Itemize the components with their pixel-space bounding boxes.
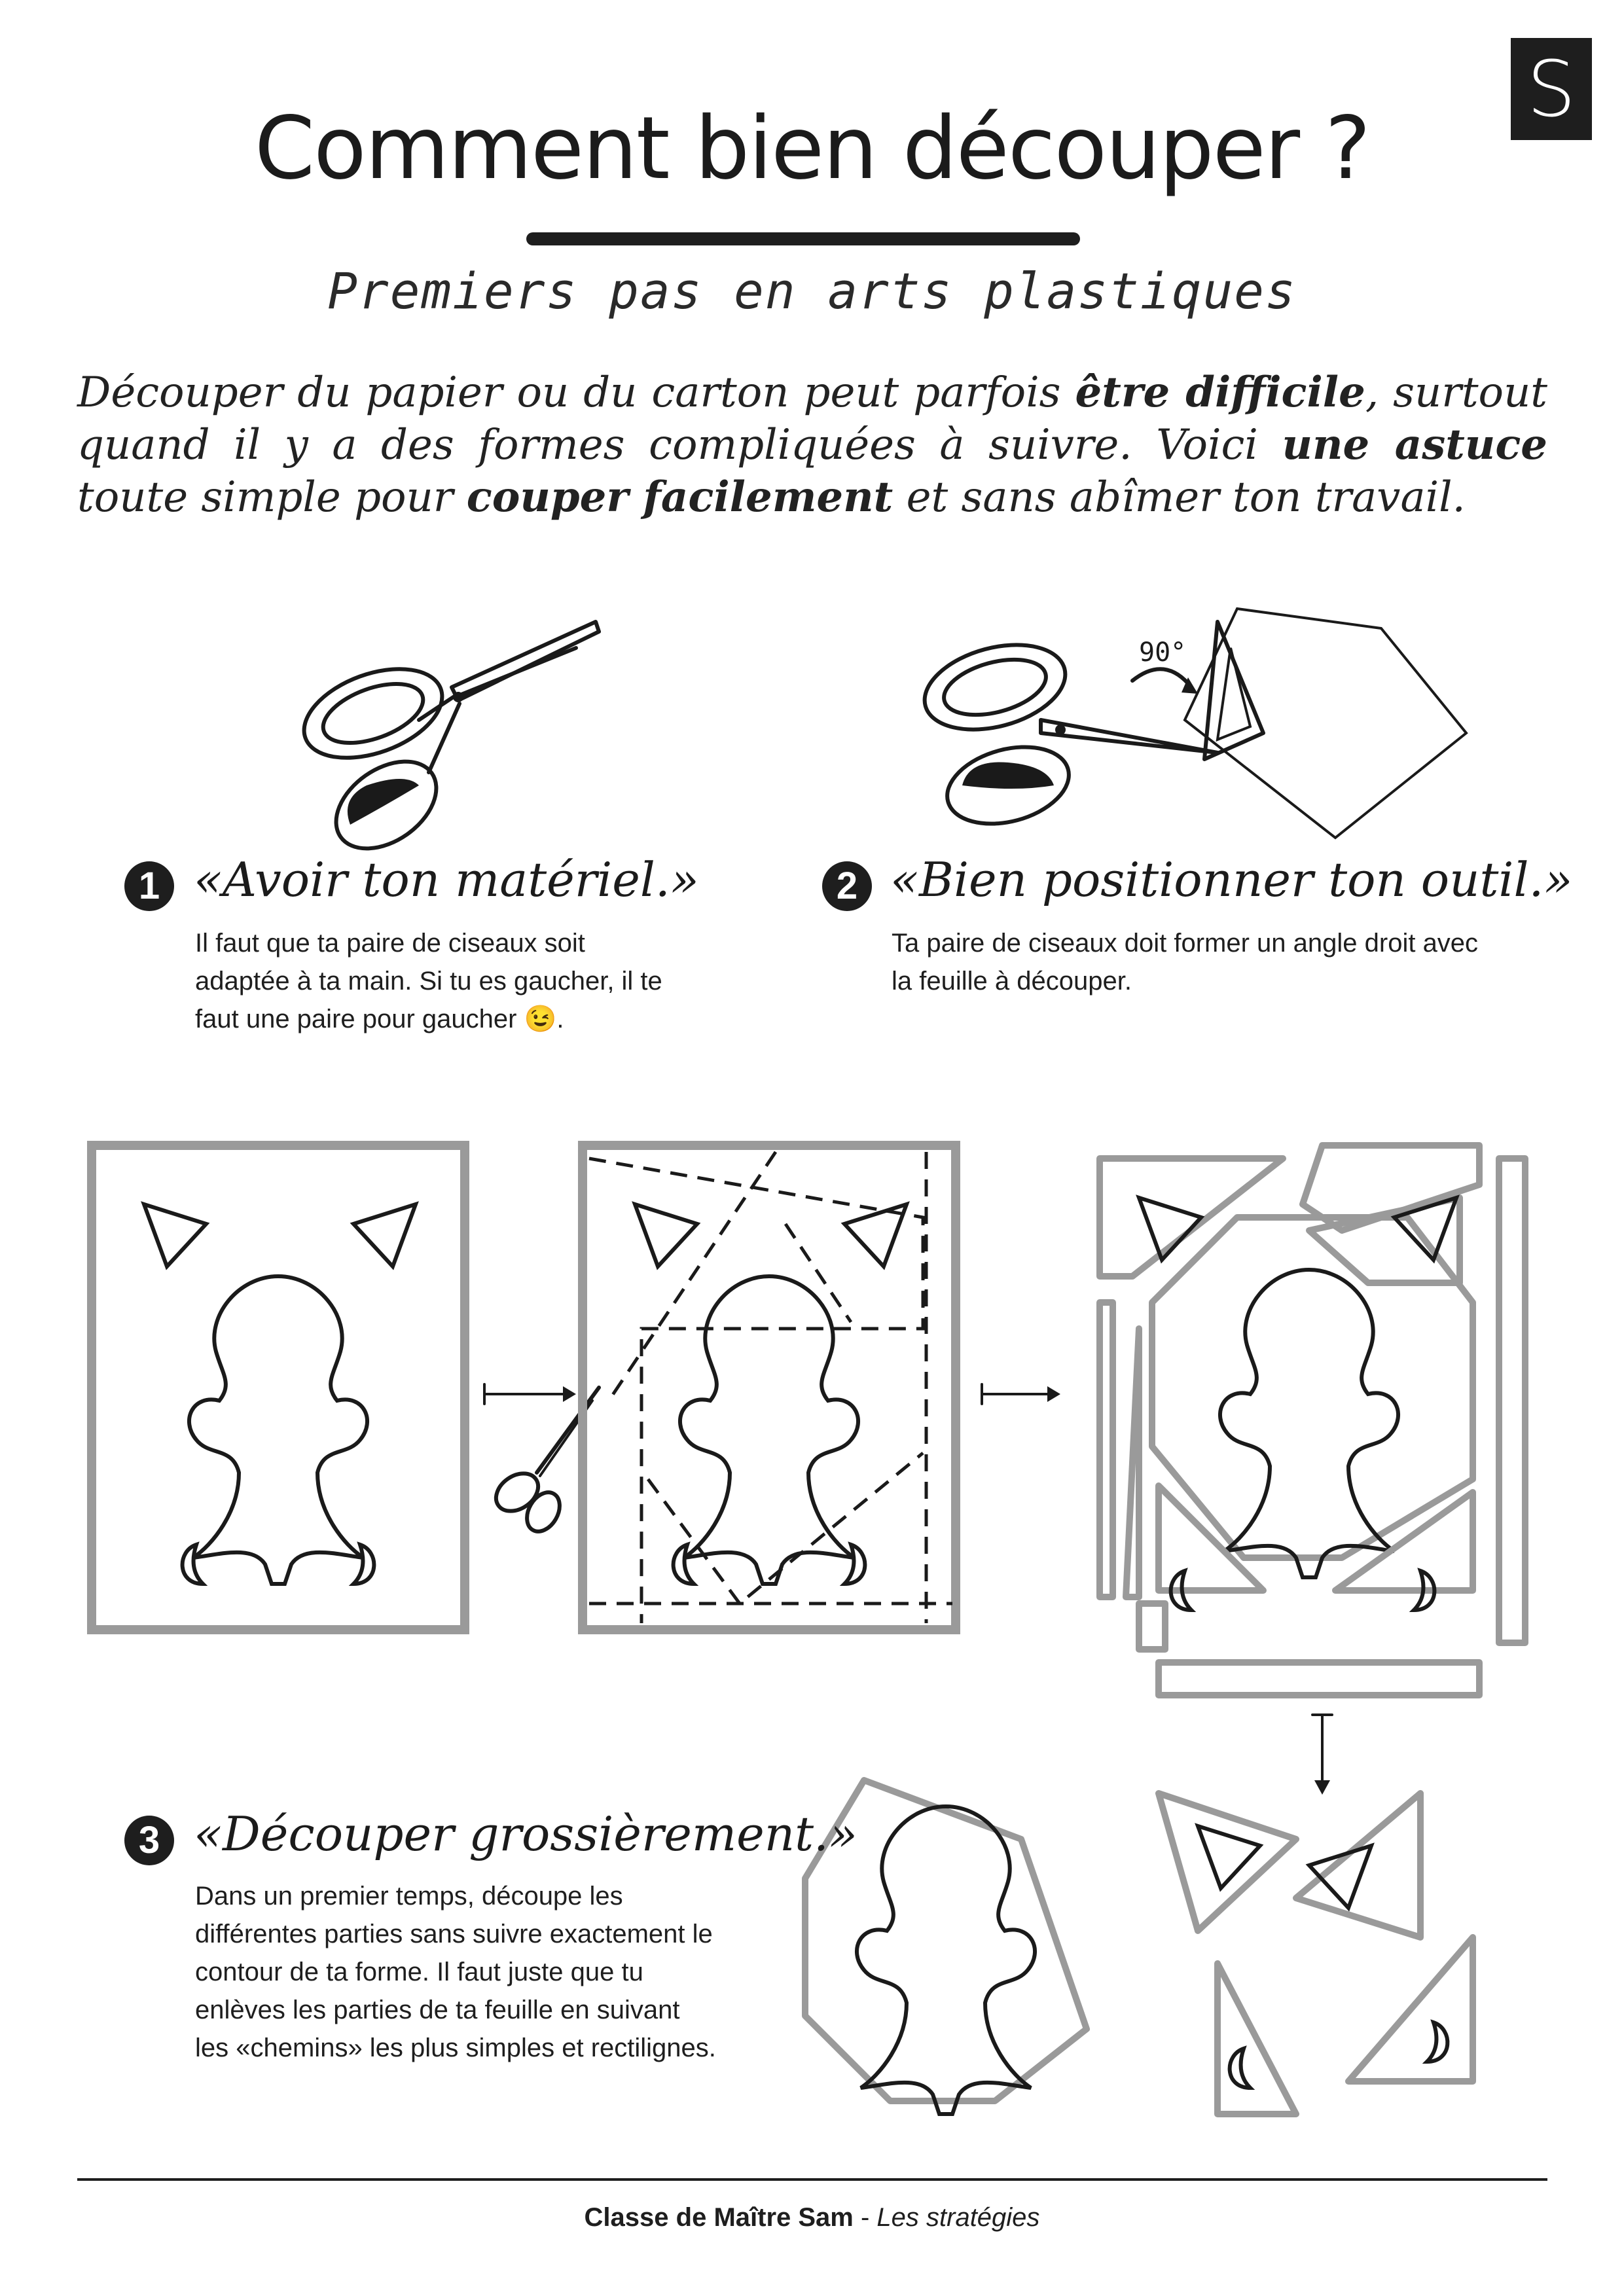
footer-brand: Classe de Maître Sam <box>584 2203 854 2232</box>
footer-subtitle: Les stratégies <box>876 2203 1040 2232</box>
title-underline <box>526 232 1080 245</box>
step-1-number: 1 <box>124 861 174 911</box>
intro-text-3: toute simple pour <box>77 473 467 522</box>
intro-bold-1: être difficile <box>1075 368 1365 417</box>
angle-label: 90° <box>1139 637 1187 668</box>
step-1-text: Il faut que ta paire de ciseaux soit adaptée à ta main. Si tu es gaucher, il te faut une paire pour gaucher 😉. <box>195 929 662 1033</box>
step-2-text: Ta paire de ciseaux doit former un angle droit avec la feuille à découper. <box>892 929 1479 996</box>
page-title: Comment bien découper ? <box>254 98 1370 199</box>
intro-text-1: Découper du papier ou du carton peut parfois <box>77 368 1075 417</box>
step-1-title: «Avoir ton matériel.» <box>194 852 699 907</box>
footer-divider <box>77 2178 1547 2181</box>
intro-bold-2: une astuce <box>1282 420 1548 469</box>
scissors-illustration <box>288 589 628 864</box>
footer-separator: - <box>853 2203 877 2232</box>
intro-text-2: , surtout quand il y a des formes compliquées à suivre. Voici <box>77 368 1548 469</box>
intro-text-4: et sans abîmer ton travail. <box>893 473 1466 522</box>
intro-paragraph <box>77 367 1547 524</box>
step-3-number: 3 <box>124 1816 174 1865</box>
section-badge: S <box>1511 38 1592 140</box>
step-2-title: «Bien positionner ton outil.» <box>890 852 1573 907</box>
step-3-text: Dans un premier temps, découpe les différentes parties sans suivre exactement le contour de ta forme. Il faut juste que tu enlèves les parties de ta feuille en suivant les «chemins» les plus simples et rectilignes. <box>195 1882 716 2062</box>
scissors-angle-illustration <box>910 589 1486 864</box>
page-subtitle: Premiers pas en arts plastiques <box>327 262 1297 320</box>
intro-bold-3: couper facilement <box>466 473 893 522</box>
footer <box>0 2203 1624 2233</box>
step-3-title: «Découper grossièrement.» <box>194 1806 857 1861</box>
step-2-number: 2 <box>822 861 872 911</box>
